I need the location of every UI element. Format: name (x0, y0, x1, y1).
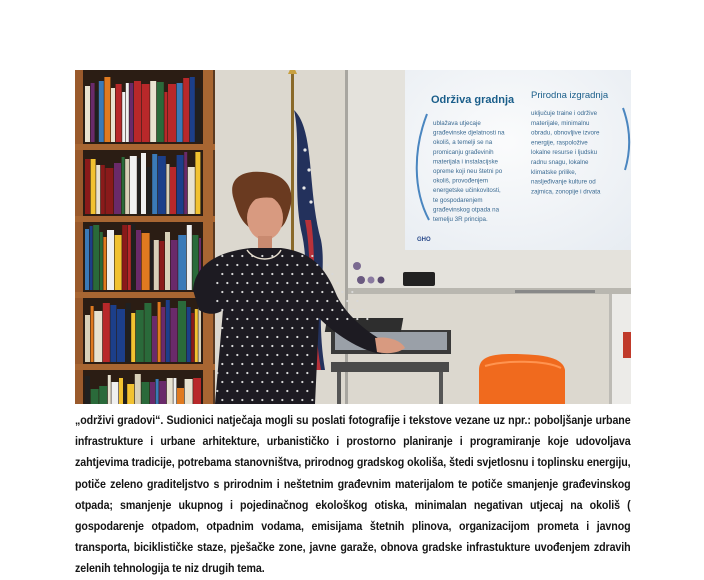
slide-text-line: ublažava utjecaje (433, 120, 481, 127)
bookshelf (75, 70, 215, 404)
slide-text-line: opreme koji neu štetni po (433, 168, 503, 175)
presentation-photo (75, 70, 631, 404)
slide-left-text (433, 120, 505, 223)
slide-text-line: promicanju građevinih (433, 148, 494, 156)
slide-heading-right: Prirodna izgradnja (531, 90, 609, 101)
slide-text-line: radnu snagu, lokalne (531, 159, 589, 166)
slide-text-line: temelju 3R principa. (433, 216, 488, 223)
slide-text-line: građevinskog otpada na (433, 206, 500, 214)
slide-text-line: uključuje traine i održive (531, 110, 598, 117)
slide-text-line: okoliš, a temelji se na (433, 139, 493, 147)
slide-text-line: zajmica, zonopije i drvata (531, 188, 601, 196)
slide-text-line: materijale, minimalnu (531, 119, 590, 127)
photo-caption: „održivi gradovi“. Sudionici natječaja mogli su poslati fotografije i tekstove vezane uz npr.: poboljšanje urbane infrastrukture i urbane arhitekture, urbanističko i prostorno planiranje i programiranje koje udovoljava zahtjevima tradicije, potrebama stanovništva, prirodnog gradskog okoliša, štedi svjetlosnu i toplinsku energiju, potiče zeleno graditeljstvo s prirodnim i neštetnim građevnim materijalom te potiče smanjenje građevinskog otpada; smanjenje ukupnog i pojedinačnog ekološkog otiska, minimalan negativan utjecaj na okoliš ( gospodarenje otpadom, otpadnim vodama, emisijama štetnih plinova, organizacijom prometa i javnog transporta, biciklističke staze, pješačke zone, javne garaže, obnova gradske infrastukture uvođenjem zdravih zelenih tehnologija te niz drugih tema. (75, 413, 631, 576)
slide-text-line: okoliš, provođenjem (433, 177, 489, 185)
orange-chair (479, 354, 565, 404)
slide-text-line: energetske učinkovitosti, (433, 187, 501, 195)
slide-text-line: energije, raspoložive (531, 139, 588, 147)
slide-text-line: obradu, obnovljive izvore (531, 129, 600, 137)
slide-heading-left: Održiva gradnja (431, 94, 515, 106)
slide-text-line: nasljeđivanje kulture od (531, 178, 596, 186)
projected-slide (405, 70, 631, 250)
slide-footer-logo: GHO (417, 237, 431, 243)
slide-text-line: materijala i instalacijske (433, 158, 498, 166)
slide-text-line: klimatske prilike, (531, 168, 577, 176)
slide-text-line: građevinske djelatnosti na (433, 129, 505, 137)
slide-text-line: te gospodarenjem (433, 196, 483, 204)
slide-text-line: lokalne resurse i ljudsku (531, 149, 598, 157)
